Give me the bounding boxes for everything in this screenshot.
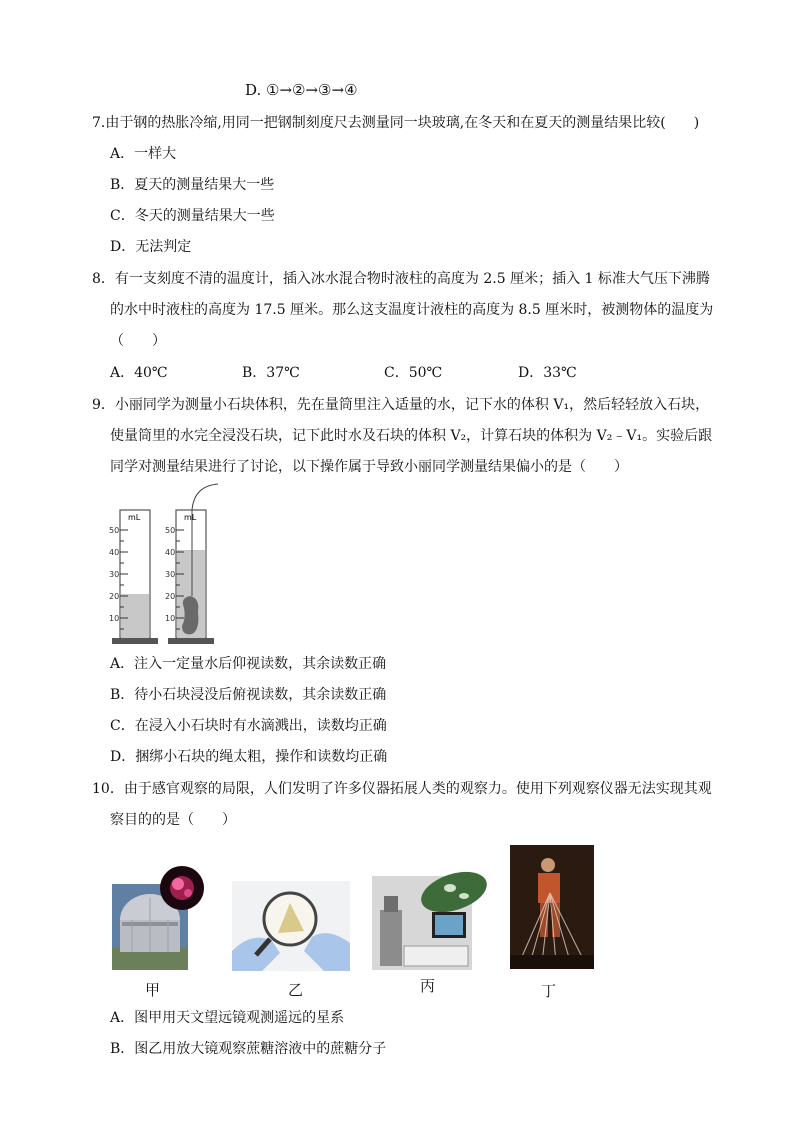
q8-option-a: A．40℃ (110, 365, 168, 381)
q7-option-d: D．无法判定 (110, 239, 192, 255)
q9-stem-line-3: 同学对测量结果进行了讨论，以下操作属于导致小丽同学测量结果偏小的是（ ） (110, 459, 628, 475)
q6-option-d: D. ①→②→③→④ (245, 81, 358, 99)
svg-text:10: 10 (109, 614, 120, 623)
q10-stem-line-1: 10．由于感官观察的局限，人们发明了许多仪器拓展人类的观察力。使用下列观察仪器无法实现其观 (92, 781, 712, 797)
cylinder-1-unit: mL (128, 513, 141, 522)
svg-text:50: 50 (109, 526, 120, 535)
q7-stem: 7.由于钢的热胀冷缩,用同一把钢制刻度尺去测量同一块玻璃,在冬天和在夏天的测量结果比较( ) (92, 115, 700, 131)
q10-option-b: B．图乙用放大镜观察蔗糖溶液中的蔗糖分子 (110, 1041, 387, 1057)
q9-stem-line-1: 9．小丽同学为测量小石块体积，先在量筒里注入适量的水，记下水的体积 V₁，然后轻轻放入石块， (92, 397, 710, 413)
cylinder-1 (109, 510, 158, 644)
golfer-photo (510, 845, 594, 969)
q9-cylinder-figure (108, 480, 228, 650)
svg-text:20: 20 (109, 592, 120, 601)
q8-option-c: C．50℃ (384, 365, 443, 381)
cylinder-2 (165, 484, 218, 644)
q10-option-a: A．图甲用天文望远镜观测遥远的星系 (110, 1010, 345, 1026)
q8-stem-line-3: （ ） (110, 333, 166, 349)
q8-option-b: B．37℃ (242, 365, 300, 381)
microscope-photo (372, 866, 488, 970)
svg-text:20: 20 (165, 592, 176, 601)
q10-stem-line-2: 察目的的是（ ） (110, 812, 236, 828)
q9-option-a: A．注入一定量水后仰视读数，其余读数正确 (110, 656, 387, 672)
svg-text:50: 50 (165, 526, 176, 535)
svg-text:40: 40 (109, 548, 120, 557)
q7-option-a: A．一样大 (110, 146, 177, 162)
svg-text:40: 40 (165, 548, 176, 557)
q8-option-d: D．33℃ (518, 365, 577, 381)
caption-bing: 丙 (420, 977, 436, 995)
telescope-photo (112, 858, 204, 970)
q8-stem-line-1: 8．有一支刻度不清的温度计，插入冰水混合物时液柱的高度为 2.5 厘米；插入 1 标准大气压下沸腾 (92, 271, 710, 287)
q9-option-d: D．捆绑小石块的绳太粗，操作和读数均正确 (110, 749, 388, 765)
magnifier-photo (232, 881, 350, 971)
svg-text:30: 30 (165, 570, 176, 579)
q8-stem-line-2: 的水中时液柱的高度为 17.5 厘米。那么这支温度计液柱的高度为 8.5 厘米时，被测物体的温度为 (110, 302, 714, 318)
q9-option-b: B．待小石块浸没后俯视读数，其余读数正确 (110, 687, 387, 703)
q9-option-c: C．在浸入小石块时有水滴溅出，读数均正确 (110, 718, 387, 734)
q9-stem-line-2: 使量筒里的水完全浸没石块，记下此时水及石块的体积 V₂，计算石块的体积为 V₂﹣V₁。实验后跟 (110, 428, 713, 444)
svg-text:30: 30 (109, 570, 120, 579)
q7-option-b: B．夏天的测量结果大一些 (110, 177, 275, 193)
q7-option-c: C．冬天的测量结果大一些 (110, 208, 275, 224)
caption-yi: 乙 (288, 981, 304, 999)
caption-ding: 丁 (541, 982, 557, 1000)
water-level-1 (121, 594, 149, 638)
svg-text:10: 10 (165, 614, 176, 623)
cylinder-2-unit: mL (184, 513, 197, 522)
caption-jia: 甲 (145, 981, 161, 999)
